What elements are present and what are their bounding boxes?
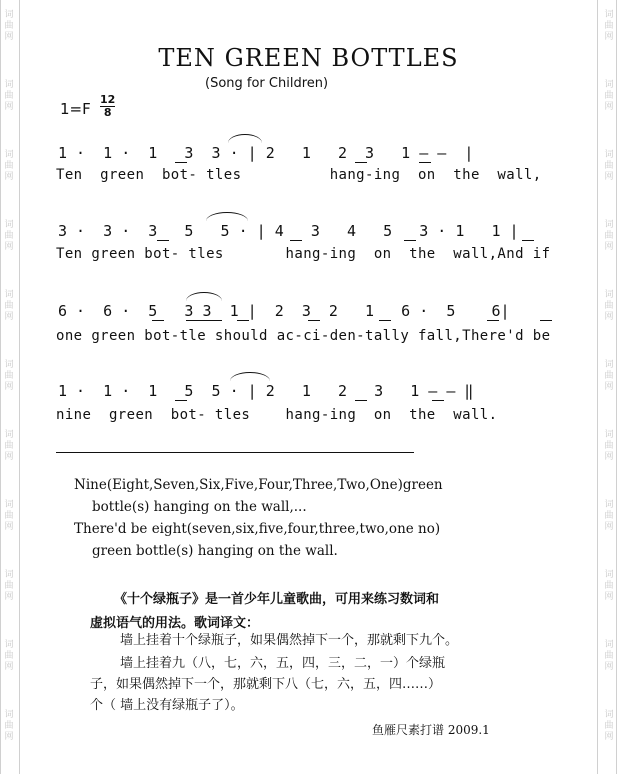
notation-line-4: 1 · 1 · 1 5 5 · | 2 1 2 3 1 – – ‖: [58, 382, 474, 400]
signature: 鱼雁尺素打谱 2009.1: [372, 723, 490, 737]
watermark: 词曲网: [604, 150, 614, 182]
watermark: 词曲网: [604, 500, 614, 532]
beam-mark: [540, 320, 552, 321]
beam-mark: [308, 320, 320, 321]
time-signature-top: 12: [100, 93, 116, 106]
lyric-line-3: one green bot-tle should ac-ci-den-tally fall,There'd be: [56, 328, 551, 344]
beam-mark: [487, 320, 499, 321]
translation-line-1: 墙上挂着十个绿瓶子，如果偶然掉下一个，那就剩下九个。: [120, 633, 459, 648]
verse-line-2: bottle(s) hanging on the wall,...: [92, 499, 307, 515]
beam-mark: [355, 162, 367, 163]
beam-mark: [186, 320, 222, 321]
verse-line-4: green bottle(s) hanging on the wall.: [92, 543, 338, 559]
watermark: 词曲网: [4, 80, 14, 112]
watermark: 词曲网: [4, 500, 14, 532]
beam-mark: [404, 240, 416, 241]
watermark: 词曲网: [4, 290, 14, 322]
section-divider: [56, 452, 414, 453]
beam-mark: [175, 162, 187, 163]
lyric-line-1: Ten green bot- tles hang-ing on the wall,: [56, 167, 542, 183]
slur-mark: [186, 292, 222, 301]
slur-mark: [206, 212, 248, 221]
beam-mark: [355, 400, 367, 401]
translation-line-2: 墙上挂着九（八，七，六，五，四，三，二，一）个绿瓶: [120, 656, 446, 671]
watermark: 词曲网: [4, 360, 14, 392]
lyric-line-2: Ten green bot- tles hang-ing on the wall,And if: [56, 246, 551, 262]
watermark: 词曲网: [4, 430, 14, 462]
watermark: 词曲网: [604, 640, 614, 672]
translation-line-4: 个（ 墙上没有绿瓶子了）。: [90, 698, 244, 713]
slur-mark: [228, 134, 262, 143]
watermark: 词曲网: [604, 10, 614, 42]
watermark: 词曲网: [604, 290, 614, 322]
beam-mark: [432, 400, 444, 401]
notation-line-1: 1 · 1 · 1 3 3 · | 2 1 2 3 1 – – |: [58, 144, 474, 162]
notation-line-2: 3 · 3 · 3 5 5 · | 4 3 4 5 3 · 1 1 |: [58, 222, 519, 240]
beam-mark: [522, 240, 534, 241]
slur-mark: [230, 372, 270, 381]
watermark: 词曲网: [4, 640, 14, 672]
verse-line-1: Nine(Eight,Seven,Six,Five,Four,Three,Two,One)green: [74, 477, 443, 493]
translation-line-3: 子，如果偶然掉下一个，那就剩下八（七，六，五，四……）: [90, 677, 442, 692]
watermark: 词曲网: [604, 710, 614, 742]
intro-line-1: 《十个绿瓶子》是一首少年儿童歌曲，可用来练习数词和: [114, 592, 440, 607]
verse-line-3: There'd be eight(seven,six,five,four,three,two,one no): [74, 521, 441, 537]
lyric-line-4: nine green bot- tles hang-ing on the wall.: [56, 407, 498, 423]
watermark: 词曲网: [4, 220, 14, 252]
watermark: 词曲网: [604, 570, 614, 602]
watermark: 词曲网: [604, 360, 614, 392]
beam-mark: [237, 320, 249, 321]
watermark: 词曲网: [4, 150, 14, 182]
watermark: 词曲网: [4, 710, 14, 742]
key-signature: 1=F: [60, 100, 91, 118]
time-signature-bottom: 8: [103, 106, 112, 119]
song-title: TEN GREEN BOTTLES: [158, 44, 459, 72]
beam-mark: [419, 162, 431, 163]
watermark: 词曲网: [4, 570, 14, 602]
beam-mark: [379, 320, 391, 321]
watermark: 词曲网: [604, 220, 614, 252]
watermark: 词曲网: [604, 430, 614, 462]
song-subtitle: (Song for Children): [205, 76, 329, 91]
intro-line-2: 虚拟语气的用法。歌词译文：: [90, 616, 260, 631]
beam-mark: [290, 240, 302, 241]
time-signature: [100, 94, 115, 119]
watermark: 词曲网: [4, 10, 14, 42]
notation-line-3: 6 · 6 · 5 3 3 1 | 2 3 2 1 6 · 5 6|: [58, 302, 510, 320]
beam-mark: [157, 240, 169, 241]
beam-mark: [175, 400, 187, 401]
beam-mark: [152, 320, 164, 321]
watermark: 词曲网: [604, 80, 614, 112]
